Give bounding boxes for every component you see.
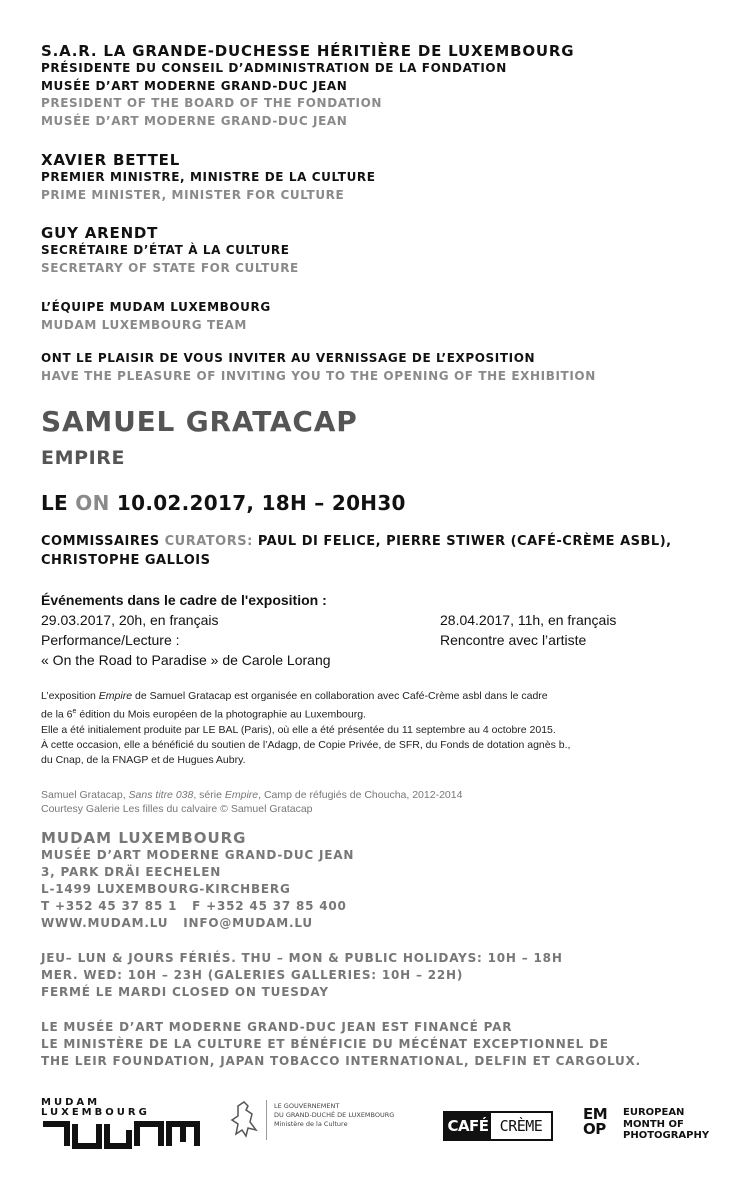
government-text — [274, 1102, 394, 1129]
exhibition-title: EMPIRE — [41, 447, 126, 469]
text-sup: e — [72, 708, 77, 715]
hours-line: FERMÉ LE MARDI CLOSED ON TUESDAY — [41, 985, 329, 999]
host-title-fr: MUSÉE D’ART MODERNE GRAND-DUC JEAN — [41, 78, 348, 93]
host-title-fr: SECRÉTAIRE D’ÉTAT À LA CULTURE — [41, 243, 290, 257]
host-3 — [41, 224, 299, 277]
host-title-en: SECRETARY OF STATE FOR CULTURE — [41, 260, 299, 275]
address-line: L-1499 LUXEMBOURG-KIRCHBERG — [41, 882, 291, 896]
text: Samuel Gratacap, — [41, 789, 129, 801]
opening-date — [41, 491, 406, 515]
text-italic: Empire — [98, 690, 133, 702]
curators-fr: COMMISSAIRES — [41, 534, 160, 549]
funding-line: THE LEIR FOUNDATION, JAPAN TOBACCO INTERNATIONAL, DELFIN ET CARGOLUX. — [41, 1054, 641, 1068]
host-title-fr: PREMIER MINISTRE, MINISTRE DE LA CULTURE — [41, 170, 376, 184]
funding-line: LE MINISTÈRE DE LA CULTURE ET BÉNÉFICIE DU MÉCÉNAT EXCEPTIONNEL DE — [41, 1037, 609, 1051]
text: de la 6 — [41, 708, 73, 721]
hours-line: JEU– LUN & JOURS FÉRIÉS. THU – MON & PUBLIC HOLIDAYS: 10H – 18H — [41, 951, 563, 965]
address-line: MUSÉE D’ART MODERNE GRAND-DUC JEAN — [41, 848, 355, 862]
text: Courtesy Galerie Les filles du calvaire © Samuel Gratacap — [41, 803, 313, 815]
invite-en: HAVE THE PLEASURE OF INVITING YOU TO THE OPENING OF THE EXHIBITION — [41, 368, 596, 383]
mudam-glyphs-icon — [41, 1120, 201, 1150]
cafe-creme-logo — [443, 1111, 553, 1141]
text: du Cnap, de la FNAGP et de Hugues Aubry. — [41, 753, 246, 766]
curators-names: CHRISTOPHE GALLOIS — [41, 553, 211, 568]
creme-text: CRÈME — [499, 1117, 543, 1135]
team-en: MUDAM LUXEMBOURG TEAM — [41, 317, 247, 332]
phone-fax: T +352 45 37 85 1 F +352 45 37 85 400 — [41, 899, 347, 913]
artist-name: SAMUEL GRATACAP — [41, 405, 358, 438]
host-title-en: MUSÉE D’ART MODERNE GRAND-DUC JEAN — [41, 113, 348, 128]
divider — [266, 1100, 267, 1140]
mudam-logo — [41, 1098, 211, 1150]
curators-en: CURATORS: — [164, 534, 253, 549]
text: de Samuel Gratacap est organisée en collaboration avec Café-Crème asbl dans le cadre — [132, 690, 548, 702]
emop-mark-top: EM — [583, 1105, 608, 1123]
host-title-en: PRESIDENT OF THE BOARD OF THE FONDATION — [41, 96, 383, 110]
hours-line: MER. WED: 10H – 23H (GALERIES GALLERIES: 10H – 22H) — [41, 968, 464, 982]
funding-line: LE MUSÉE D’ART MODERNE GRAND-DUC JEAN EST FINANCÉ PAR — [41, 1020, 513, 1034]
emop-text: MONTH OF — [623, 1118, 684, 1130]
event-line: Rencontre avec l’artiste — [440, 632, 587, 648]
exhibition-description — [41, 689, 570, 768]
events-title: Événements dans le cadre de l'exposition : — [41, 592, 327, 608]
text-italic: Empire — [224, 789, 259, 801]
team — [41, 299, 271, 334]
logo-row — [0, 1090, 750, 1160]
address-block — [41, 829, 354, 932]
address-line: 3, PARK DRÄI EECHELEN — [41, 865, 222, 879]
host-title-en: PRIME MINISTER, MINISTER FOR CULTURE — [41, 187, 345, 202]
emop-mark-bottom: OP — [583, 1120, 606, 1138]
date-le: LE — [41, 491, 69, 515]
host-name: S.A.R. LA GRANDE-DUCHESSE HÉRITIÈRE DE LUXEMBOURG — [41, 42, 575, 60]
events-left — [41, 610, 331, 670]
mudam-logo-text: LUXEMBOURG — [41, 1107, 150, 1118]
text: À cette occasion, elle a bénéficié du soutien de l’Adagp, de Copie Privée, de SFR, du Fonds de dotation agnès b., — [41, 738, 571, 751]
text: , série — [193, 789, 225, 801]
text: édition du Mois européen de la photographie au Luxembourg. — [76, 708, 366, 721]
host-1 — [41, 42, 574, 130]
image-credit — [41, 788, 462, 816]
emop-text: PHOTOGRAPHY — [623, 1130, 710, 1141]
lion-icon — [230, 1100, 260, 1140]
emop-text: EUROPEAN — [623, 1107, 685, 1118]
date-value: 10.02.2017, 18H – 20H30 — [116, 491, 406, 515]
curators-names: PAUL DI FELICE, PIERRE STIWER (CAFÉ-CRÈME ASBL), — [257, 534, 672, 549]
text: L’exposition — [41, 690, 99, 702]
host-2 — [41, 151, 376, 204]
text: Ministère de la Culture — [274, 1120, 348, 1128]
text: , Camp de réfugiés de Choucha, 2012-2014 — [258, 789, 463, 801]
address-name: MUDAM LUXEMBOURG — [41, 829, 247, 847]
text-italic: Sans titre 038 — [128, 789, 194, 801]
curators — [41, 532, 672, 570]
text: LE GOUVERNEMENT — [274, 1102, 340, 1110]
text: DU GRAND-DUCHÉ DE LUXEMBOURG — [274, 1111, 395, 1119]
web-email[interactable]: WWW.MUDAM.LU INFO@MUDAM.LU — [41, 916, 313, 930]
date-on: ON — [75, 491, 110, 515]
invite-fr: ONT LE PLAISIR DE VOUS INVITER AU VERNISSAGE DE L’EXPOSITION — [41, 351, 536, 365]
mudam-logo-text: MUDAM — [41, 1097, 101, 1108]
host-name: XAVIER BETTEL — [41, 151, 181, 169]
event-line: 28.04.2017, 11h, en français — [440, 612, 617, 628]
event-line: « On the Road to Paradise » de Carole Lorang — [41, 652, 331, 668]
cafe-text: CAFÉ — [445, 1113, 491, 1139]
funding — [41, 1019, 641, 1070]
host-name: GUY ARENDT — [41, 224, 159, 242]
host-title-fr: PRÉSIDENTE DU CONSEIL D’ADMINISTRATION DE LA FONDATION — [41, 61, 507, 75]
event-line: Performance/Lecture : — [41, 632, 180, 648]
events-right — [440, 610, 616, 650]
invitation — [41, 350, 596, 385]
text: Elle a été initialement produite par LE BAL (Paris), où elle a été présentée du 11 septembre au 4 octobre 2015. — [41, 723, 556, 736]
event-line: 29.03.2017, 20h, en français — [41, 612, 219, 628]
team-fr: L’ÉQUIPE MUDAM LUXEMBOURG — [41, 300, 271, 314]
opening-hours — [41, 950, 563, 1001]
